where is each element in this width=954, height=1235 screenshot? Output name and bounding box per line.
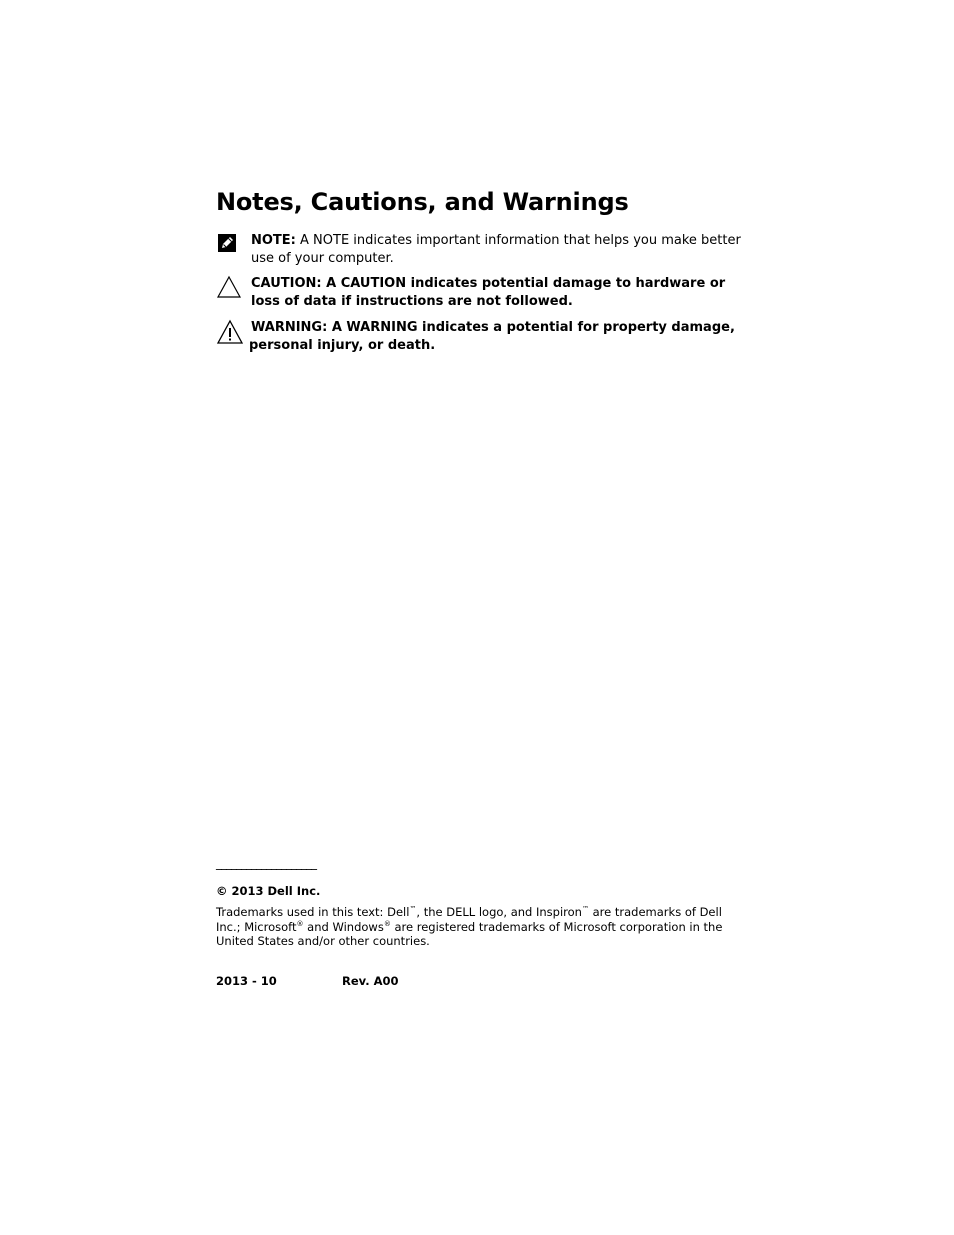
copyright: © 2013 Dell Inc.: [216, 884, 321, 898]
trademarks-part: and Windows: [303, 919, 384, 934]
warning-notice: [216, 319, 746, 354]
registered-symbol: ®: [296, 919, 304, 928]
note-notice: [216, 232, 746, 267]
pencil-note-icon: [216, 232, 238, 258]
caution-triangle-icon: [216, 275, 242, 303]
revision-number: Rev. A00: [342, 974, 399, 988]
footnote-rule: ____________________: [216, 856, 316, 870]
page-title: Notes, Cautions, and Warnings: [216, 188, 629, 216]
trademark-symbol: ™: [409, 905, 417, 914]
warning-triangle-icon: [216, 319, 244, 349]
trademarks-text: [216, 905, 741, 949]
trademark-symbol: ™: [581, 905, 589, 914]
warning-line-2: personal injury, or death.: [249, 337, 436, 353]
trademarks-part: are registered trademarks of Microsoft corporation in the United States and/or other countries.: [216, 919, 723, 948]
publication-date: 2013 - 10: [216, 974, 277, 988]
trademarks-part: Trademarks used in this text: Dell: [216, 905, 410, 919]
warning-text: [251, 319, 746, 354]
trademarks-part: , the DELL logo, and Inspiron: [416, 905, 582, 919]
trademarks-part: are trademarks of Dell Inc.; Microsoft: [216, 905, 722, 934]
note-body: A NOTE indicates important information that helps you make better use of your computer.: [251, 233, 741, 266]
registered-symbol: ®: [383, 919, 391, 928]
caution-text: CAUTION: A CAUTION indicates potential damage to hardware or loss of data if instructions are not followed.: [251, 276, 726, 309]
note-text: [251, 232, 746, 267]
caution-notice: [216, 275, 746, 310]
note-label: NOTE:: [251, 233, 296, 248]
warning-line-1: WARNING: A WARNING indicates a potential for property damage,: [251, 320, 735, 335]
